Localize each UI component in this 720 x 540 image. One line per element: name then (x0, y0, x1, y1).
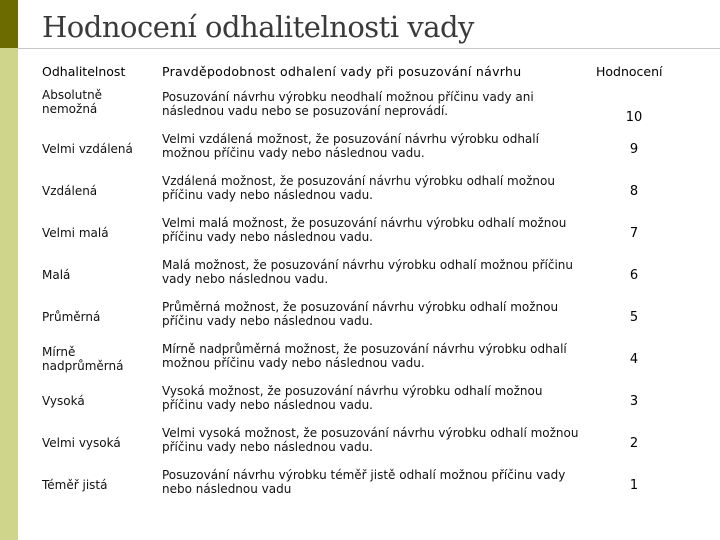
table-row (0, 338, 720, 380)
probability-cell: Velmi malá možnost, že posuzování návrhu výrobku odhalí možnou příčinu vady nebo následnou vadu. (162, 216, 567, 244)
detectability-cell: Velmi malá (42, 226, 109, 240)
rating-cell: 9 (629, 141, 639, 157)
table-row (0, 170, 720, 212)
table-row (0, 464, 720, 506)
detectability-cell: Malá (42, 268, 71, 282)
table-row (0, 86, 720, 128)
probability-cell: Malá možnost, že posuzování návrhu výrobku odhalí možnou příčinu vady nebo následnou vadu. (162, 258, 573, 286)
table-row (0, 296, 720, 338)
detectability-cell: Velmi vzdálená (42, 142, 133, 156)
header-rating: Hodnocení (596, 64, 663, 79)
probability-cell: Velmi vysoká možnost, že posuzování návrhu výrobku odhalí možnou příčinu vady nebo následnou vadu. (162, 426, 579, 454)
header-probability: Pravděpodobnost odhalení vady při posuzování návrhu (162, 64, 522, 79)
detectability-cell: Absolutně nemožná (42, 88, 103, 116)
table-row (0, 380, 720, 422)
probability-cell: Posuzování návrhu výrobku neodhalí možnou příčinu vady ani následnou vadu nebo se posuzování neprovádí. (162, 90, 534, 118)
detectability-cell: Průměrná (42, 310, 101, 324)
rating-cell: 5 (629, 309, 639, 325)
detectability-cell: Mírně nadprůměrná (42, 345, 124, 373)
detectability-cell: Velmi vysoká (42, 436, 121, 450)
slide-title: Hodnocení odhalitelnosti vady (42, 10, 474, 44)
table-row (0, 212, 720, 254)
probability-cell: Posuzování návrhu výrobku téměř jistě odhalí možnou příčinu vady nebo následnou vadu (162, 468, 566, 496)
rating-cell: 7 (629, 225, 639, 241)
header-detectability: Odhalitelnost (42, 64, 126, 79)
rating-cell: 4 (629, 351, 639, 367)
probability-cell: Mírně nadprůměrná možnost, že posuzování návrhu výrobku odhalí možnou příčinu vady nebo následnou vadu. (162, 342, 567, 370)
probability-cell: Vysoká možnost, že posuzování návrhu výrobku odhalí možnou příčinu vady nebo následnou vadu. (162, 384, 543, 412)
probability-cell: Průměrná možnost, že posuzování návrhu výrobku odhalí možnou příčinu vady nebo následnou vadu. (162, 300, 559, 328)
detectability-cell: Vysoká (42, 394, 85, 408)
detectability-cell: Vzdálená (42, 184, 98, 198)
probability-cell: Velmi vzdálená možnost, že posuzování návrhu výrobku odhalí možnou příčinu vady nebo následnou vadu. (162, 132, 539, 160)
rating-cell: 10 (625, 109, 643, 125)
table-row (0, 422, 720, 464)
probability-cell: Vzdálená možnost, že posuzování návrhu výrobku odhalí možnou příčinu vady nebo následnou vadu. (162, 174, 555, 202)
rating-cell: 2 (629, 435, 639, 451)
rating-cell: 1 (629, 477, 639, 493)
table-row (0, 254, 720, 296)
rating-cell: 8 (629, 183, 639, 199)
rating-cell: 6 (629, 267, 639, 283)
table-row (0, 128, 720, 170)
rating-cell: 3 (629, 393, 639, 409)
detectability-cell: Téměř jistá (42, 478, 108, 492)
